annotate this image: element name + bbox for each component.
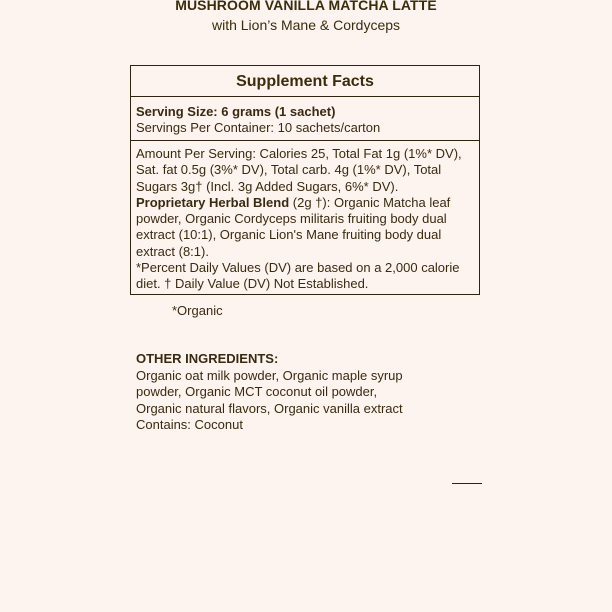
- serving-size: Serving Size: 6 grams (1 sachet): [136, 104, 336, 119]
- ingredient-line: Organic oat milk powder, Organic maple syrup: [136, 368, 403, 383]
- organic-footnote: *Organic: [172, 303, 223, 318]
- amount-per-serving-text: Amount Per Serving: Calories 25, Total Fat 1g (1%* DV), Sat. fat 0.5g (3%* DV), Total carb. 4g (1%* DV), Total Sugars 3g† (Incl. 3g Added Sugars, 6%* DV).: [136, 146, 462, 194]
- daily-value-note: *Percent Daily Values (DV) are based on a 2,000 calorie diet. † Daily Value (DV) Not Established.: [136, 260, 460, 292]
- ingredient-line: powder, Organic MCT coconut oil powder,: [136, 384, 378, 400]
- blend-label: Proprietary Herbal Blend: [136, 194, 290, 210]
- supplement-facts-heading: Supplement Facts: [131, 66, 479, 97]
- servings-per-container: Servings Per Container: 10 sachets/carton: [136, 120, 381, 135]
- ingredient-line: Organic natural flavors, Organic vanilla extract: [136, 400, 403, 416]
- divider-line: [452, 483, 482, 484]
- product-title: MUSHROOM VANILLA MATCHA LATTE: [175, 0, 437, 13]
- amount-per-serving-section: [131, 141, 479, 293]
- allergen-line: Contains: Coconut: [136, 417, 243, 433]
- blend-text: (2g †): Organic Matcha leaf powder, Organic Cordyceps militaris fruiting body dual extract (10:1), Organic Lion's Mane fruiting body dual extract (8:1).: [136, 194, 451, 259]
- other-ingredients-heading: OTHER INGREDIENTS:: [136, 351, 279, 366]
- other-ingredients-list: [136, 368, 476, 434]
- serving-section: [131, 97, 479, 141]
- product-subtitle: with Lion’s Mane & Cordyceps: [211, 17, 401, 33]
- proprietary-blend: [136, 195, 474, 260]
- supplement-facts-panel: [130, 65, 480, 295]
